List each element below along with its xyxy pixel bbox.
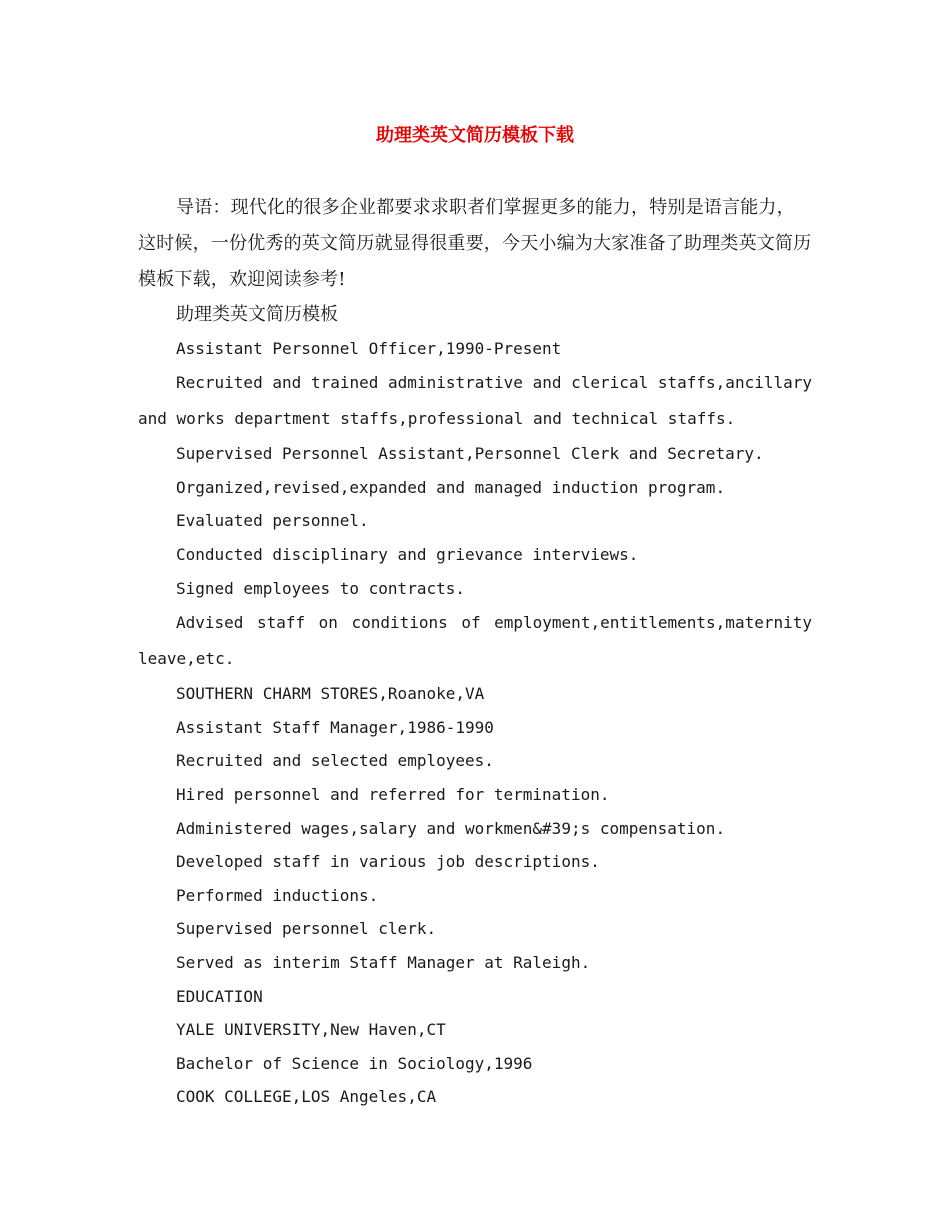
duty-line: Served as interim Staff Manager at Raleigh. bbox=[176, 952, 591, 972]
intro-paragraph: 导语：现代化的很多企业都要求求职者们掌握更多的能力，特别是语言能力，这时候，一份优秀的英文简历就显得很重要，今天小编为大家准备了助理类英文简历模板下载，欢迎阅读参考! bbox=[138, 197, 812, 290]
duty-line: Evaluated personnel. bbox=[176, 511, 369, 531]
duty-line: Supervised Personnel Assistant,Personnel Clerk and Secretary. bbox=[176, 444, 764, 464]
duty-line: Signed employees to contracts. bbox=[176, 578, 465, 598]
education-heading: EDUCATION bbox=[176, 986, 263, 1006]
job-title-line: Assistant Staff Manager,1986-1990 bbox=[176, 717, 494, 737]
employer-line: SOUTHERN CHARM STORES,Roanoke,VA bbox=[176, 684, 485, 704]
duty-line: Performed inductions. bbox=[176, 885, 379, 905]
duty-line: Administered wages,salary and workmen&#39;s compensation. bbox=[176, 818, 726, 838]
degree-line: Bachelor of Science in Sociology,1996 bbox=[176, 1053, 533, 1073]
duty-line: Supervised personnel clerk. bbox=[176, 919, 437, 939]
document-title: 助理类英文简历模板下载 bbox=[376, 125, 574, 146]
duty-line: Recruited and trained administrative and clerical staffs,ancillary and works department staffs,professional and technical staffs. bbox=[138, 373, 822, 429]
duty-line: Developed staff in various job descriptions. bbox=[176, 852, 600, 872]
school-line: YALE UNIVERSITY,New Haven,CT bbox=[176, 1020, 446, 1040]
duty-line: Advised staff on conditions of employment,entitlements,maternity leave,etc. bbox=[138, 613, 822, 669]
document-body bbox=[138, 190, 822, 1114]
section-heading: 助理类英文简历模板 bbox=[176, 304, 338, 325]
duty-line: Hired personnel and referred for termination. bbox=[176, 784, 610, 804]
duty-line: Recruited and selected employees. bbox=[176, 751, 494, 771]
job-title-line: Assistant Personnel Officer,1990-Present bbox=[176, 338, 562, 358]
school-line: COOK COLLEGE,LOS Angeles,CA bbox=[176, 1087, 437, 1107]
duty-line: Conducted disciplinary and grievance interviews. bbox=[176, 544, 639, 564]
duty-line: Organized,revised,expanded and managed induction program. bbox=[176, 477, 726, 497]
